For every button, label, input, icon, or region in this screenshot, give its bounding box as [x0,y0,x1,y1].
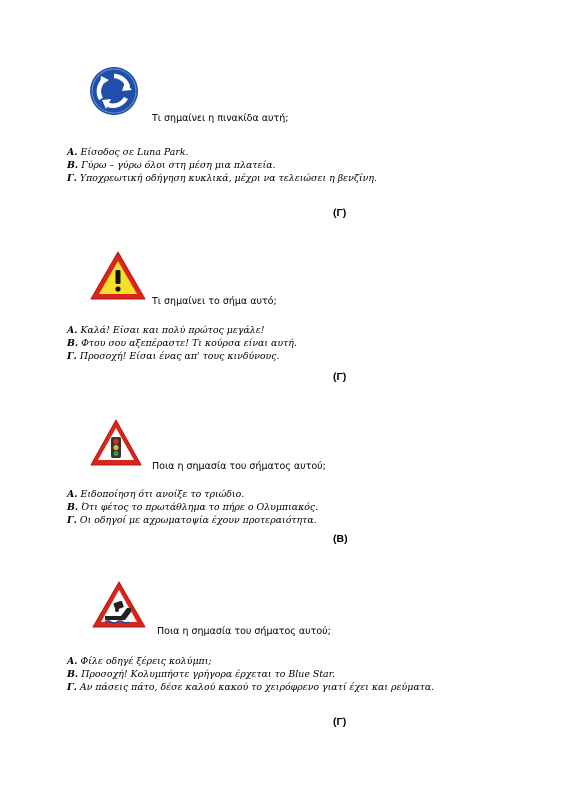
option-b: Β. Γύρω – γύρω όλοι στη μέση μια πλατεία. [67,160,276,171]
options-list [67,655,434,694]
question-prompt: Τι σημαίνει το σήμα αυτό; [152,296,277,307]
option-b: Β. Προσοχή! Κολυμπήστε γρήγορα έρχεται το Blue Star. [67,669,336,680]
option-c: Γ. Οι οδηγοί με αχρωματοψία έχουν προτεραιότητα. [67,515,317,526]
answer-label: (Γ) [333,716,347,728]
roundabout-sign-icon [89,66,139,116]
question-prompt: Τι σημαίνει η πινακίδα αυτή; [152,113,289,124]
option-a: Α. Καλά! Είσαι και πολύ πρώτος μεγάλε! [67,325,265,336]
traffic-light-warning-sign-icon [89,418,143,468]
option-a: Α. Ειδοποίηση ότι ανοίξε το τριώδιο. [67,489,245,500]
option-c: Γ. Αν πάσεις πάτο, δέσε καλού κακού το χειρόφρενο γιατί έχει και ρεύματα. [67,682,435,693]
options-list [67,146,377,185]
options-list [67,488,318,527]
answer-label: (Γ) [333,371,347,383]
option-b: Β. Φτου σου αξεπέραστε! Τι κούρσα είναι αυτή. [67,338,297,349]
option-a: Α. Είσοδος σε Luna Park. [67,147,189,158]
option-c: Γ. Υποχρεωτική οδήγηση κυκλικά, μέχρι να τελειώσει η βενζίνη. [67,173,377,184]
slippery-quay-warning-sign-icon [91,580,147,630]
option-b: Β. Ότι φέτος το πρωτάθλημα το πήρε ο Ολυμπιακός. [67,502,319,513]
option-c: Γ. Προσοχή! Είσαι ένας απ' τους κινδύνους. [67,351,280,362]
options-list [67,324,297,363]
question-prompt: Ποια η σημασία του σήματος αυτού; [152,461,326,472]
question-prompt: Ποια η σημασία του σήματος αυτού; [157,626,331,637]
danger-exclamation-sign-icon [89,250,147,302]
option-a: Α. Φίλε οδηγέ ξέρεις κολύμπι; [67,656,212,667]
answer-label: (Γ) [333,207,347,219]
answer-label: (Β) [333,533,348,545]
